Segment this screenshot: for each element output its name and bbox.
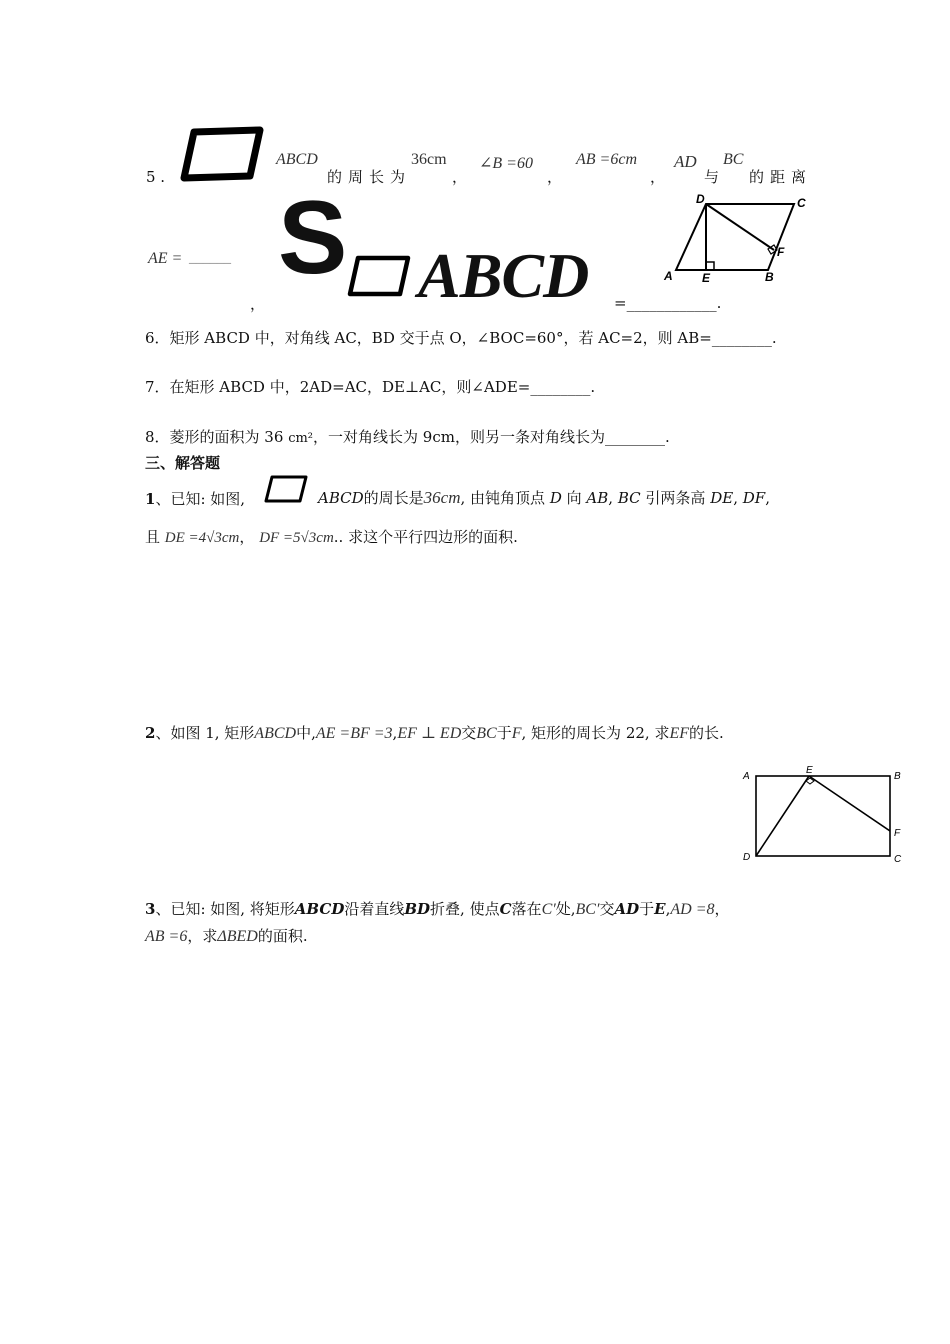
q8-text-b: ，一对角线长为 9cm，则另一条对角线长为________. [313,428,670,446]
p2-eq1: AE =BF =3 [315,725,393,742]
p3-ad: AD [614,900,640,918]
p2-line [145,722,724,743]
p1-line-2 [145,526,518,547]
p2-eq2: EF ⊥ ED [397,725,462,742]
p2-fig-label-d: D [743,852,751,863]
q5-comma-1: ， [452,168,468,186]
p2-abcd: ABCD [254,725,297,742]
p2-number: 2 [145,724,156,742]
p2-c: , [392,724,398,742]
q5-number: 5 . [146,168,166,186]
p3-bc-prime: BC′ [575,901,600,918]
p3-e: 处, [555,900,576,918]
p2-f: F [511,725,522,742]
q5-parallelogram-figure [658,190,810,286]
p3-a: 、已知: 如图, 将矩形 [155,900,295,918]
q5-area-blank: =____________. [614,294,722,312]
p3-line-2 [145,925,308,946]
p2-h: 的长. [689,724,724,742]
p2-fig-label-e: E [806,765,813,776]
q7-text: 7．在矩形 ABCD 中，2AD=AC，DE⊥AC，则∠ADE=________. [145,378,596,396]
q5-comma-3: ， [650,168,666,186]
p3-c-point: C [499,900,512,918]
section-3-heading: 三、解答题 [145,454,221,472]
q5-fig-label-f: F [777,245,785,259]
p2-ef: EF [669,725,689,742]
p3-line-1 [145,898,730,919]
p1-ab: AB [586,489,609,507]
p3-b: 沿着直线 [344,900,405,918]
q5-abcd: ABCD [276,151,318,168]
q5-area-abcd: ABCD [418,240,589,311]
p1-number: 1 [145,490,156,508]
p3-g: 于 [639,900,655,918]
q5-fig-label-d: D [696,192,705,206]
q5-fig-label-b: B [765,270,774,284]
parallelogram-icon-large [344,252,414,300]
parallelogram-icon [180,126,266,182]
q5-bc: BC [723,151,744,168]
p3-j: ，求 [187,927,218,945]
q5-ad: AD [674,152,697,171]
p1-end: .. 求这个平行四边形的面积. [333,528,518,546]
p3-abcd: ABCD [294,900,345,918]
p2-fig-label-b: B [894,771,901,782]
p2-bc: BC [476,725,497,742]
p1-df-equation: DF =5√3cm [259,530,334,546]
p3-number: 3 [145,900,156,918]
p1-line-1b [318,487,770,508]
p2-d: 交 [461,724,477,742]
q5-fig-label-e: E [702,271,711,285]
q5-text-distance: 的距离 [749,168,813,186]
p2-fig-label-c: C [894,854,902,865]
q5-angle-b: ∠B =60 [479,155,533,172]
p2-a: 、如图 1, 矩形 [155,724,255,742]
parallelogram-icon-small [262,474,310,504]
q5-value-36cm: 36cm [411,151,447,168]
p1-head: 、已知: 如图, [155,490,246,508]
q5-ae-blank: ______ [189,251,231,266]
p2-rectangle-figure [738,762,908,868]
p3-c: 折叠, 使点 [430,900,500,918]
p3-e-point: E [654,900,666,918]
q6-text: 6．矩形 ABCD 中，对角线 AC，BD 交于点 O，∠BOC=60°，若 AC=2，则 AB=________. [145,329,777,347]
p3-i: ， [714,900,730,918]
p1-bc: BC [617,489,641,507]
p1-mid: 的周长是 [363,489,424,507]
p1-comma-2: , [733,489,738,507]
p1-tail1: , 由钝角顶点 [460,489,546,507]
p3-k: 的面积. [257,927,308,945]
p2-b: 中, [296,724,316,742]
p1-abcd: ABCD [318,489,364,507]
q8-unit: cm² [288,431,314,446]
p3-bd: BD [404,900,431,918]
p1-value-36cm: 36cm [423,488,461,507]
p1-tail3: 引两条高 [645,489,706,507]
q5-ae: AE = [148,250,183,267]
p1-de: DE [710,489,734,507]
q8-text-a: 8．菱形的面积为 36 [145,428,284,446]
p1-df: DF [742,489,766,507]
q5-fig-label-a: A [664,269,673,283]
p1-sep: ， [239,528,255,546]
p3-ab-equation: AB =6 [145,928,188,945]
q5-ab: AB =6cm [576,151,637,168]
q5-yu: 与 [704,168,720,186]
q5-fig-label-c: C [797,196,806,210]
p1-tail2: 向 [566,489,582,507]
p3-h: , [665,900,671,918]
q5-text-perimeter: 的周长为 [327,168,412,186]
p2-g: , 矩形的周长为 22, 求 [521,724,670,742]
p1-line-1 [145,488,245,509]
p3-c-prime: C′ [541,901,556,918]
p1-qie: 且 [145,528,161,546]
q5-comma-2: ， [547,168,563,186]
p2-e: 于 [496,724,512,742]
p3-triangle-bed: ΔBED [217,928,258,945]
p1-comma-3: , [765,489,770,507]
p2-fig-label-f: F [894,828,901,839]
p3-ad-equation: AD =8 [670,901,715,918]
q5-area-symbol-s: S [278,180,348,296]
p1-de-equation: DE =4√3cm [164,530,240,546]
p2-fig-label-a: A [743,771,750,782]
p1-d: D [549,489,562,507]
q5-comma-4: ， [250,295,266,313]
p3-d: 落在 [511,900,542,918]
p1-comma-1: , [608,489,614,507]
p3-f: 交 [599,900,615,918]
q8-text [145,426,670,447]
